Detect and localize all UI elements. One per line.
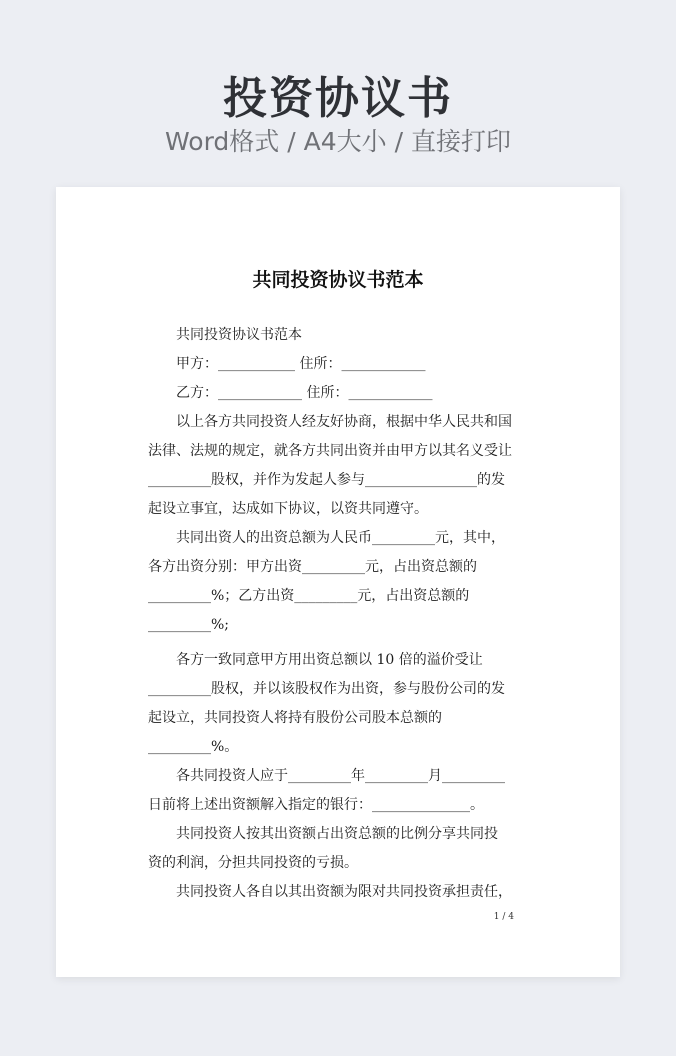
doc-line: _________股权，并以该股权作为出资，参与股份公司的发 [148, 681, 505, 697]
doc-line: 共同投资人按其出资额占出资总额的比例分享共同投 [176, 826, 498, 842]
doc-line: _________%；乙方出资_________元，占出资总额的 [148, 588, 470, 604]
banner [0, 0, 676, 180]
doc-line: 以上各方共同投资人经友好协商，根据中华人民共和国 [176, 414, 512, 430]
doc-line: 各方一致同意甲方用出资总额以 10 倍的溢价受让 [176, 652, 483, 668]
banner-title: 投资协议书 [223, 73, 453, 124]
document-title: 共同投资协议书范本 [252, 269, 424, 291]
doc-line: 共同投资人各自以其出资额为限对共同投资承担责任， [176, 884, 512, 900]
doc-line: _________%; [148, 617, 230, 633]
doc-line: 各共同投资人应于_________年_________月_________ [176, 768, 505, 784]
doc-line: 日前将上述出资额解入指定的银行：______________。 [148, 797, 484, 813]
doc-line: _________%。 [148, 739, 239, 755]
doc-line: 资的利润，分担共同投资的亏损。 [148, 855, 358, 871]
document-page [56, 187, 620, 977]
document-body [148, 321, 530, 907]
doc-line: 起设立，共同投资人将持有股份公司股本总额的 [148, 710, 442, 726]
doc-line: 甲方：___________ 住所：____________ [176, 356, 426, 372]
doc-line: 乙方：____________ 住所：____________ [176, 385, 433, 401]
doc-line: 各方出资分别：甲方出资_________元，占出资总额的 [148, 559, 477, 575]
doc-line: 法律、法规的规定，就各方共同出资并由甲方以其名义受让 [148, 443, 512, 459]
doc-line: _________股权，并作为发起人参与________________的发 [148, 472, 505, 488]
doc-line: 共同出资人的出资总额为人民币_________元，其中， [176, 530, 505, 546]
banner-subtitle: Word格式 / A4大小 / 直接打印 [165, 127, 511, 156]
page-number: 1 / 4 [493, 912, 514, 922]
doc-line: 起设立事宜，达成如下协议，以资共同遵守。 [148, 501, 428, 517]
doc-line: 共同投资协议书范本 [176, 327, 302, 343]
